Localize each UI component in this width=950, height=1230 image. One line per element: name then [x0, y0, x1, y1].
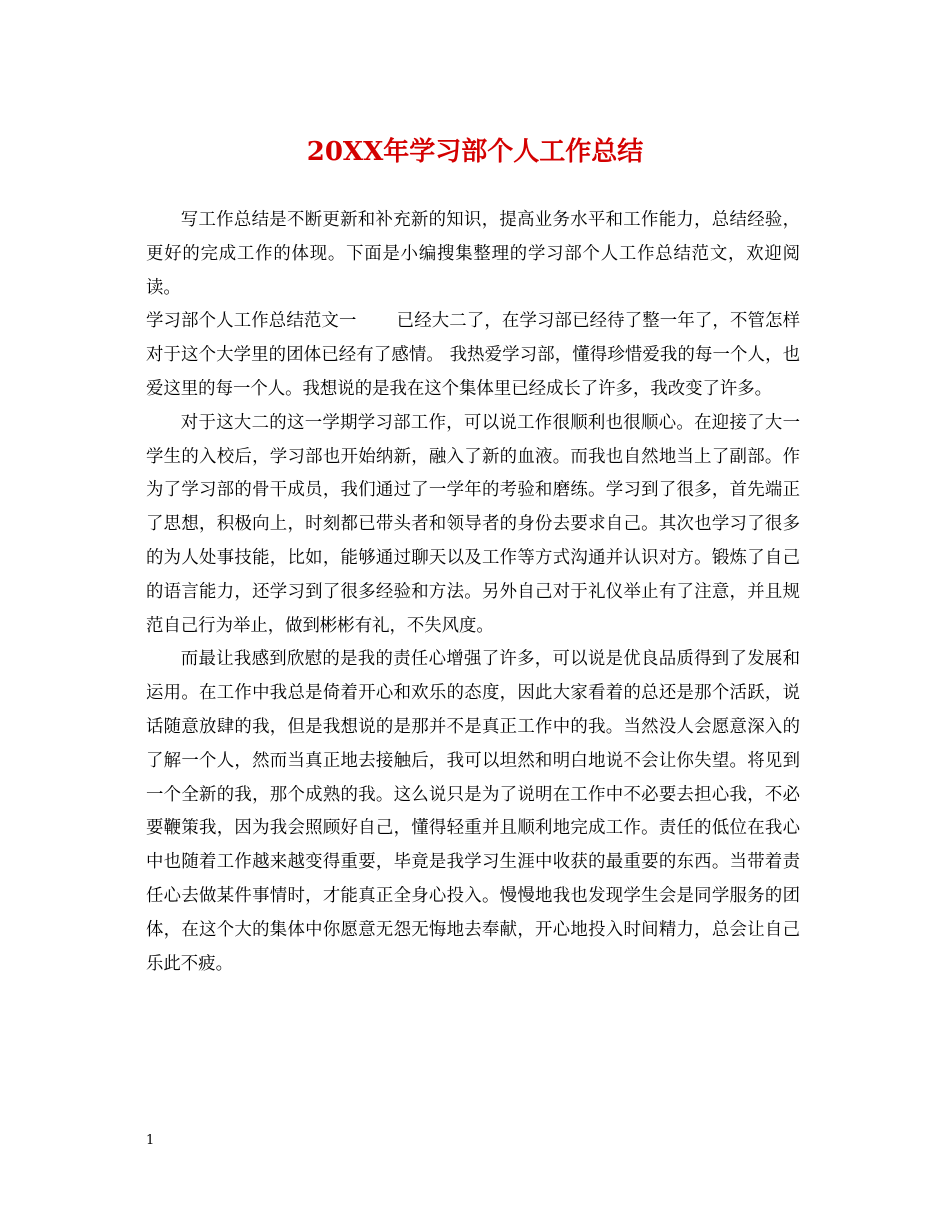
document-body: [146, 204, 800, 981]
section-paragraph: [146, 305, 800, 406]
body-paragraph-3: 而最让我感到欣慰的是我的责任心增强了许多，可以说是优良品质得到了发展和运用。在工作中我总是倚着开心和欢乐的态度，因此大家看着的总还是那个活跃，说话随意放肆的我，但是我想说的是那并不是真正工作中的我。当然没人会愿意深入的了解一个人，然而当真正地去接触后，我可以坦然和明白地说不会让你失望。将见到一个全新的我，那个成熟的我。这么说只是为了说明在工作中不必要去担心我，不必要鞭策我，因为我会照顾好自己，懂得轻重并且顺利地完成工作。责任的低位在我心中也随着工作越来越变得重要，毕竟是我学习生涯中收获的最重要的东西。当带着责任心去做某件事情时，才能真正全身心投入。慢慢地我也发现学生会是同学服务的团体，在这个大的集体中你愿意无怨无悔地去奉献，开心地投入时间精力，总会让自己乐此不疲。: [146, 649, 800, 974]
page-number: 1: [146, 1133, 155, 1148]
document-title: 20XX年学习部个人工作总结: [306, 137, 644, 167]
section-heading: 学习部个人工作总结范文一: [146, 311, 357, 332]
body-paragraph-2: 对于这大二的这一学期学习部工作，可以说工作很顺利也很顺心。在迎接了大一学生的入校后，学习部也开始纳新，融入了新的血液。而我也自然地当上了副部。作为了学习部的骨干成员，我们通过了一学年的考验和磨练。学习到了很多，首先端正了思想，积极向上，时刻都已带头者和领导者的身份去要求自己。其次也学习了很多的为人处事技能，比如，能够通过聊天以及工作等方式沟通并认识对方。锻炼了自己的语言能力，还学习到了很多经验和方法。另外自己对于礼仪举止有了注意，并且规范自己行为举止，做到彬彬有礼，不失风度。: [146, 412, 800, 636]
section-text: 已经大二了，在学习部已经待了整一年了，不管怎样对于这个大学里的团体已经有了感情。 我热爱学习部，懂得珍惜爱我的每一个人，也爱这里的每一个人。我想说的是我在这个集体里已经成长了许多，我改变了许多。: [146, 311, 800, 399]
intro-paragraph: 写工作总结是不断更新和补充新的知识，提高业务水平和工作能力，总结经验，更好的完成工作的体现。下面是小编搜集整理的学习部个人工作总结范文，欢迎阅读。: [146, 210, 800, 298]
